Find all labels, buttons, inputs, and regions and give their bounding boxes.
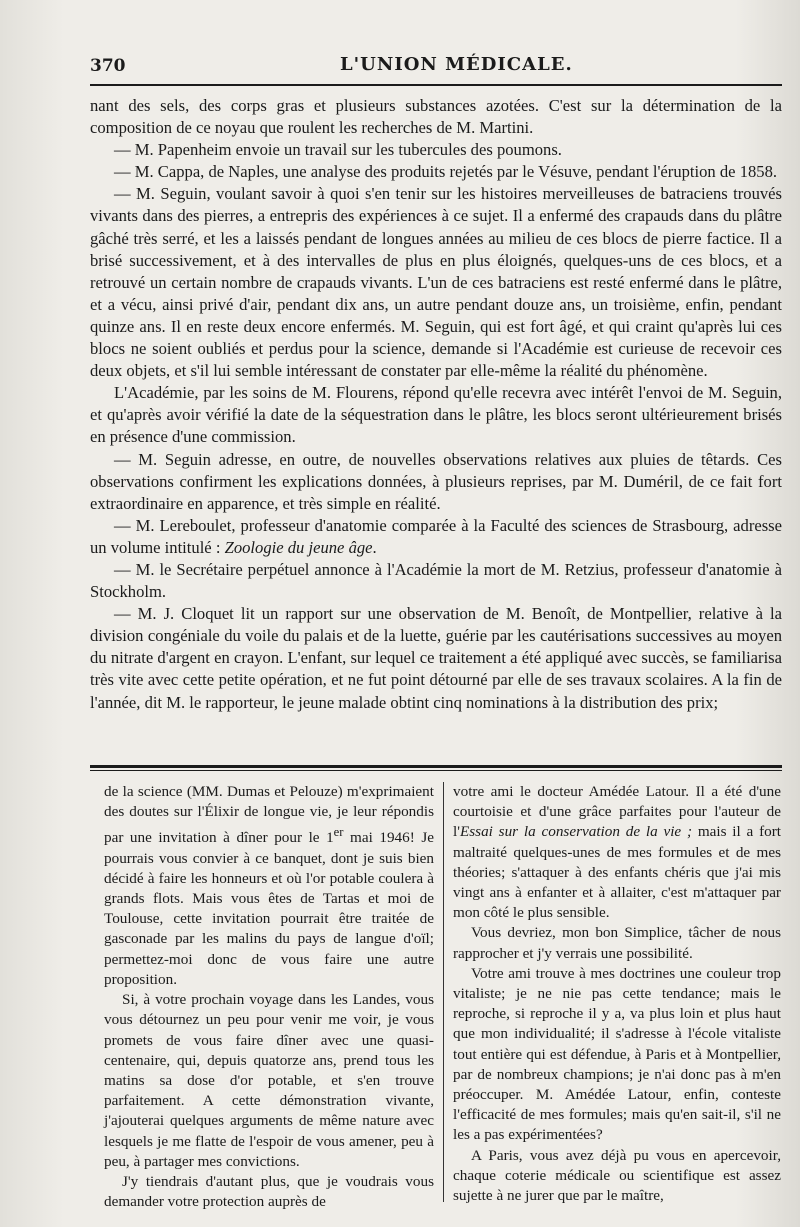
- running-title: L'UNION MÉDICALE.: [340, 54, 573, 75]
- right-paragraph-1: [453, 782, 781, 923]
- lereboulet-end: .: [372, 537, 377, 557]
- right-paragraph-3: Votre ami trouve à mes doctrines une couleur trop vitaliste; je ne nie pas cette tendance; mais le reproche, si reproche il y a, va plus loin et plus haut que mon individualité; il s'adresse à l'école vitaliste tout entière qui est défendue, à Paris et à Montpellier, par de nombreux champions; je n'ai donc pas à m'en préoccuper. M. Amédée Latour, enfin, conteste l'efficacité de mes formules; mais qu'en sait-il, s'il ne les a pas expérimentées?: [453, 964, 781, 1144]
- right-p1-text-end: mais il a fort maltraité quelques-unes de mes formules et de mes théories; s'attaquer à des enfants chéris que j'ai mis vingt ans à enfanter et à allaiter, c'est m'attaquer par mon côté le plus sensible.: [453, 823, 782, 922]
- ordinal-superscript: er: [333, 825, 344, 840]
- paragraph-lereboulet: [90, 515, 782, 559]
- feuilleton-left-column: [104, 782, 434, 1212]
- paragraph-cloquet: — M. J. Cloquet lit un rapport sur une observation de M. Benoît, de Montpellier, relative à la division congéniale du voile du palais et de la luette, guérie par les cautérisations successives au moyen du nitrate d'argent en crayon. L'enfant, sur lequel ce traitement a été appliqué avec succès, se familiarisa très vite avec cette petite opération, et ne fut point détourné par elle de ses travaux scolaires. A la fin de l'année, dit M. le rapporteur, le jeune malade obtint cinq nominations à la distribution des prix;: [90, 604, 782, 712]
- right-p1-text: votre ami le docteur Amédée Latour. Il a été d'une courtoisie et d'une grâce parfaites pour l'auteur de l': [453, 783, 781, 841]
- lereboulet-text: — M. Lereboulet, professeur d'anatomie comparée à la Faculté des sciences de Strasbourg, adresse un volume intitulé :: [90, 515, 782, 557]
- right-paragraph-4: A Paris, vous avez déjà pu vous en apercevoir, chaque coterie médicale ou scientifique est assez sujette à ne jurer que par le maître,: [453, 1146, 781, 1205]
- feuilleton-rule: [90, 765, 782, 768]
- paragraph-retzius: — M. le Secrétaire perpétuel annonce à l'Académie la mort de M. Retzius, professeur d'anatomie à Stockholm.: [90, 559, 782, 602]
- essay-title: Essai sur la conservation de la vie ;: [459, 823, 693, 841]
- left-paragraph-2: Si, à votre prochain voyage dans les Landes, vous vous détournez un peu pour venir me voir, je vous promets de vous faire dîner avec une quasi-centenaire, qui, depuis quatorze ans, prend tous les matins sa dose d'or potable, et s'en trouve parfaitement. A cette démonstration vivante, j'ajouterai quelques arguments de même nature avec lesquels je me flatte de l'espoir de vous amener, peu à peu, à partager mes convictions.: [104, 991, 434, 1170]
- right-paragraph-2: Vous devriez, mon bon Simplice, tâcher de nous rapprocher et j'y verrais une possibilité.: [453, 924, 781, 962]
- paragraph-seguin-toads: — M. Seguin, voulant savoir à quoi s'en tenir sur les histoires merveilleuses de batraciens trouvés vivants dans des pierres, a entrepris des expériences à ce sujet. Il a enfermé des crapauds dans du plâtre gâché très serré, et les a laissés pendant de longues années au milieu de ces blocs de pierre factice. Il a brisé successivement, et à des intervalles de plus en plus éloignés, quelques-uns de ces blocs, et a retrouvé un certain nombre de crapauds vivants. L'un de ces batraciens est resté enfermé dans le plâtre, et a vécu, ainsi privé d'air, pendant dix ans, un autre pendant douze ans, un troisième, enfin, pendant quinze ans. Il en reste deux encore enfermés. M. Seguin, qui est fort âgé, et qui craint qu'après lui ces blocs ne soient oubliés et perdus pour la science, demande si l'Académie est curieuse de recevoir ces deux objets, et s'il lui semble intéressant de constater par elle-même la réalité du phénomène.: [90, 184, 782, 381]
- paragraph-academie-reply: L'Académie, par les soins de M. Flourens, répond qu'elle recevra avec intérêt l'envoi de M. Seguin, et qu'après avoir vérifié la date de la séquestration dans le plâtre, les blocs seront ultérieurement brisés en présence d'une commission.: [90, 383, 782, 447]
- feuilleton-rule-thin: [90, 770, 782, 771]
- page-header: [90, 50, 780, 80]
- paragraph-cappa: — M. Cappa, de Naples, une analyse des produits rejetés par le Vésuve, pendant l'éruption de 1858.: [114, 162, 778, 182]
- paragraph-papenheim: — M. Papenheim envoie un travail sur les tubercules des poumons.: [114, 140, 562, 160]
- header-rule: [90, 84, 782, 86]
- left-paragraph-3: J'y tiendrais d'autant plus, que je voudrais vous demander votre protection auprès de: [104, 1172, 434, 1211]
- main-text-block: [90, 95, 782, 714]
- book-title: Zoologie du jeune âge: [224, 537, 373, 557]
- feuilleton-right-column: [453, 782, 781, 1206]
- page-number: 370: [90, 56, 126, 76]
- paragraph-seguin-tadpoles: — M. Seguin adresse, en outre, de nouvelles observations relatives aux pluies de têtards. Ces observations confirment les explications données, à plusieurs reprises, par M. Duméril, de ce fait fort extraordinaire en apparence, et très simple en réalité.: [90, 449, 782, 513]
- left-p1-text: de la science (MM. Dumas et Pelouze) m'exprimaient des doutes sur l'Élixir de longue vie, je leur répondis par une invitation à dîner pour le 1: [104, 783, 434, 847]
- left-p1-text-end: mai 1946! Je pourrais vous convier à ce banquet, dont je suis bien décidé à faire les honneurs et où l'or potable coulera à grands flots. Mais vous êtes de Tartas et moi de Toulouse, cette invitation pourrait être traitée de gasconade par les malins du pays de langue d'oïl; permettez-moi donc de vous faire une autre proposition.: [104, 829, 434, 988]
- paragraph-martini: nant des sels, des corps gras et plusieurs substances azotées. C'est sur la détermination de la composition de ce noyau que roulent les recherches de M. Martini.: [90, 96, 782, 138]
- left-paragraph-1: [104, 782, 434, 990]
- column-divider: [443, 782, 444, 1202]
